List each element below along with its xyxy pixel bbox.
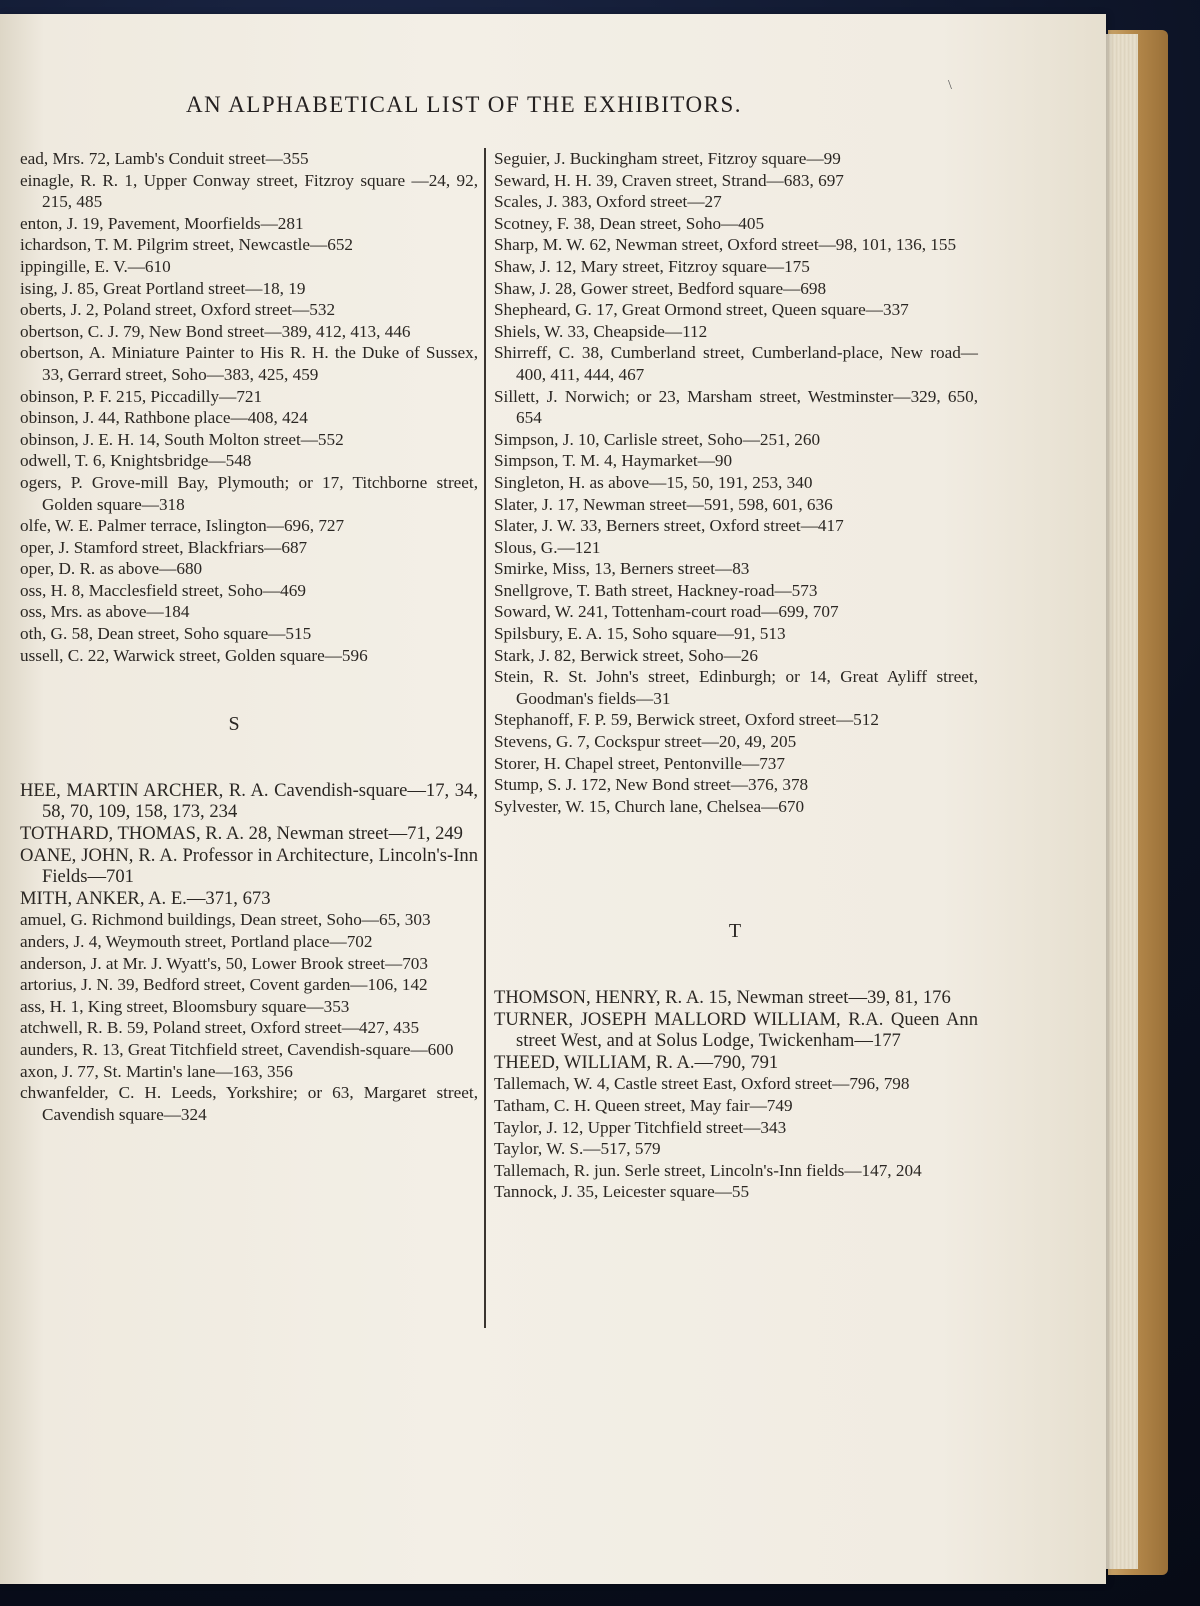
exhibitor-entry: Sharp, M. W. 62, Newman street, Oxford street—98, 101, 136, 155 [494, 235, 957, 255]
exhibitor-entry: atchwell, R. B. 59, Poland street, Oxford street—427, 435 [20, 1018, 420, 1038]
page-title: AN ALPHABETICAL LIST OF THE EXHIBITORS. [186, 92, 742, 117]
s-entries-left [20, 909, 478, 1125]
exhibitor-entry: Scotney, F. 38, Dean street, Soho—405 [494, 213, 765, 233]
exhibitor-entry: Slater, J. 17, Newman street—591, 598, 601, 636 [494, 494, 833, 514]
exhibitor-entry: OANE, JOHN, R. A. Professor in Architecture, Lincoln's-Inn Fields—701 [20, 844, 478, 888]
exhibitor-entry: Storer, H. Chapel street, Pentonville—737 [494, 753, 785, 773]
exhibitor-entry: Shaw, J. 12, Mary street, Fitzroy square—175 [494, 256, 810, 276]
exhibitor-entry: ass, H. 1, King street, Bloomsbury square—353 [20, 996, 350, 1016]
column-rule [484, 148, 486, 1328]
exhibitor-entry: obinson, J. 44, Rathbone place—408, 424 [20, 408, 308, 428]
exhibitor-entry: Stevens, G. 7, Cockspur street—20, 49, 205 [494, 732, 797, 752]
exhibitor-entry: Shirreff, C. 38, Cumberland street, Cumberland-place, New road—400, 411, 444, 467 [494, 343, 978, 384]
exhibitor-entry: aunders, R. 13, Great Titchfield street, Cavendish-square—600 [20, 1039, 454, 1059]
exhibitor-entry: Soward, W. 241, Tottenham-court road—699, 707 [494, 602, 839, 622]
exhibitor-entry: Stump, S. J. 172, New Bond street—376, 378 [494, 775, 809, 795]
exhibitor-entry: Snellgrove, T. Bath street, Hackney-road—573 [494, 580, 818, 600]
exhibitor-entry: Simpson, J. 10, Carlisle street, Soho—251, 260 [494, 429, 821, 449]
exhibitor-entry: Slater, J. W. 33, Berners street, Oxford street—417 [494, 516, 844, 536]
exhibitor-entry: TURNER, JOSEPH MALLORD WILLIAM, R.A. Queen Ann street West, and at Solus Lodge, Twickenham—177 [494, 1008, 978, 1052]
exhibitor-entry: THOMSON, HENRY, R. A. 15, Newman street—39, 81, 176 [494, 987, 951, 1008]
exhibitor-entry: oberts, J. 2, Poland street, Oxford street—532 [20, 300, 336, 320]
exhibitor-entry: anderson, J. at Mr. J. Wyatt's, 50, Lower Brook street—703 [20, 953, 428, 973]
exhibitor-entry: Taylor, J. 12, Upper Titchfield street—343 [494, 1117, 787, 1137]
exhibitor-entry: Seguier, J. Buckingham street, Fitzroy square—99 [494, 149, 841, 168]
exhibitor-entry: Shepheard, G. 17, Great Ormond street, Queen square—337 [494, 300, 909, 320]
exhibitor-entry: ussell, C. 22, Warwick street, Golden square—596 [20, 645, 368, 665]
t-entries [494, 1073, 978, 1203]
section-heading-t: T [728, 920, 744, 943]
exhibitor-entry: oper, D. R. as above—680 [20, 559, 203, 579]
exhibitor-entry: Tallemach, R. jun. Serle street, Lincoln's-Inn fields—147, 204 [494, 1160, 922, 1180]
left-column [20, 148, 478, 1125]
exhibitor-entry: THEED, WILLIAM, R. A.—790, 791 [494, 1051, 779, 1073]
exhibitor-entry: Smirke, Miss, 13, Berners street—83 [494, 559, 750, 579]
exhibitor-entry: HEE, MARTIN ARCHER, R. A. Cavendish-square—17, 34, 58, 70, 109, 158, 173, 234 [20, 779, 478, 823]
exhibitor-entry: Seward, H. H. 39, Craven street, Strand—683, 697 [494, 170, 844, 190]
exhibitor-entry: chwanfelder, C. H. Leeds, Yorkshire; or 63, Margaret street, Cavendish square—324 [20, 1083, 478, 1124]
exhibitor-entry: Spilsbury, E. A. 15, Soho square—91, 513 [494, 624, 786, 644]
t-academician-entries [494, 987, 978, 1073]
exhibitor-entry: Tatham, C. H. Queen street, May fair—749 [494, 1095, 793, 1115]
exhibitor-entry: obertson, C. J. 79, New Bond street—389, 412, 413, 446 [20, 321, 411, 341]
exhibitor-entry: amuel, G. Richmond buildings, Dean street, Soho—65, 303 [20, 910, 431, 930]
exhibitor-entry: ippingille, E. V.—610 [20, 256, 171, 276]
r-entries [20, 148, 478, 666]
exhibitor-entry: axon, J. 77, St. Martin's lane—163, 356 [20, 1061, 293, 1081]
exhibitor-entry: oth, G. 58, Dean street, Soho square—515 [20, 624, 312, 644]
exhibitor-entry: artorius, J. N. 39, Bedford street, Covent garden—106, 142 [20, 975, 428, 995]
right-column [494, 148, 978, 1203]
exhibitor-entry: enton, J. 19, Pavement, Moorfields—281 [20, 213, 304, 233]
section-heading-s: S [228, 713, 242, 736]
exhibitor-entry: obinson, J. E. H. 14, South Molton street—552 [20, 429, 344, 449]
exhibitor-entry: Tannock, J. 35, Leicester square—55 [494, 1182, 750, 1202]
exhibitor-entry: ichardson, T. M. Pilgrim street, Newcastle—652 [20, 235, 354, 255]
exhibitor-entry: MITH, ANKER, A. E.—371, 673 [20, 887, 271, 909]
exhibitor-entry: anders, J. 4, Weymouth street, Portland place—702 [20, 932, 373, 951]
exhibitor-entry: ead, Mrs. 72, Lamb's Conduit street—355 [20, 149, 309, 168]
s-entries-right [494, 148, 978, 817]
book-page [0, 14, 1106, 1584]
s-academician-entries [20, 780, 478, 910]
exhibitor-entry: einagle, R. R. 1, Upper Conway street, Fitzroy square —24, 92, 215, 485 [20, 170, 478, 212]
exhibitor-entry: Taylor, W. S.—517, 579 [494, 1139, 661, 1159]
exhibitor-entry: Stark, J. 82, Berwick street, Soho—26 [494, 645, 758, 665]
exhibitor-entry: obertson, A. Miniature Painter to His R. H. the Duke of Sussex, 33, Gerrard street, Soho—383, 425, 459 [20, 343, 478, 384]
exhibitor-entry: Simpson, T. M. 4, Haymarket—90 [494, 451, 733, 471]
exhibitor-entry: ogers, P. Grove-mill Bay, Plymouth; or 17, Titchborne street, Golden square—318 [20, 472, 478, 514]
exhibitor-entry: oss, H. 8, Macclesfield street, Soho—469 [20, 580, 306, 600]
exhibitor-entry: Sillett, J. Norwich; or 23, Marsham street, Westminster—329, 650, 654 [494, 386, 978, 428]
exhibitor-entry: Sylvester, W. 15, Church lane, Chelsea—670 [494, 796, 805, 816]
exhibitor-entry: odwell, T. 6, Knightsbridge—548 [20, 451, 252, 471]
corner-mark: \ [948, 78, 952, 93]
exhibitor-entry: Slous, G.—121 [494, 537, 601, 557]
exhibitor-entry: Singleton, H. as above—15, 50, 191, 253, 340 [494, 472, 813, 492]
exhibitor-entry: oss, Mrs. as above—184 [20, 602, 190, 622]
exhibitor-entry: Tallemach, W. 4, Castle street East, Oxford street—796, 798 [494, 1074, 910, 1094]
exhibitor-entry: obinson, P. F. 215, Piccadilly—721 [20, 386, 263, 406]
exhibitor-entry: Shaw, J. 28, Gower street, Bedford square—698 [494, 278, 827, 298]
exhibitor-entry: oper, J. Stamford street, Blackfriars—687 [20, 537, 308, 557]
exhibitor-entry: Stein, R. St. John's street, Edinburgh; or 14, Great Ayliff street, Goodman's fields—31 [494, 667, 978, 708]
exhibitor-entry: Shiels, W. 33, Cheapside—112 [494, 321, 708, 341]
exhibitor-entry: ising, J. 85, Great Portland street—18, 19 [20, 278, 306, 298]
exhibitor-entry: Scales, J. 383, Oxford street—27 [494, 192, 722, 212]
exhibitor-entry: Stephanoff, F. P. 59, Berwick street, Oxford street—512 [494, 710, 879, 730]
exhibitor-entry: TOTHARD, THOMAS, R. A. 28, Newman street—71, 249 [20, 823, 463, 845]
exhibitor-entry: olfe, W. E. Palmer terrace, Islington—696, 727 [20, 516, 345, 536]
